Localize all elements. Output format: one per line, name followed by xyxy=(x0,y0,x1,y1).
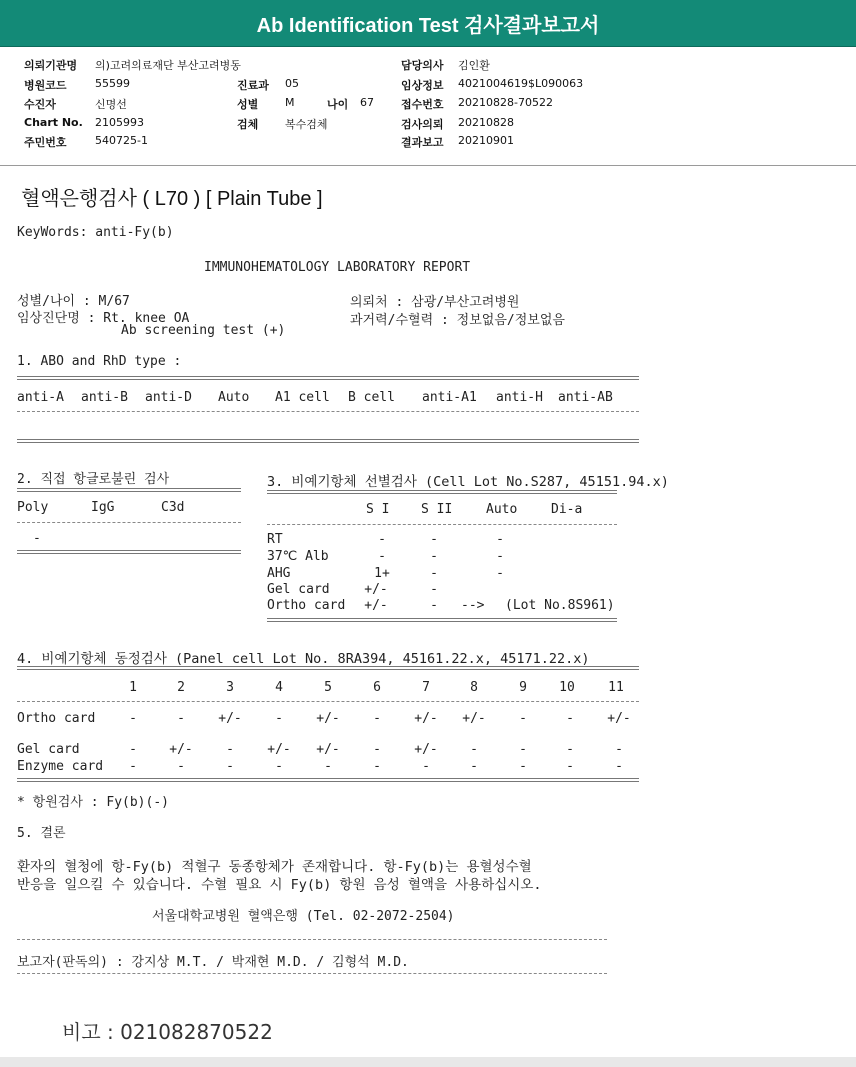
abo-col: anti-H xyxy=(496,390,543,405)
panel-cell: - xyxy=(566,759,574,774)
screen-cell: 1+ xyxy=(374,566,390,581)
panel-col: 9 xyxy=(519,680,527,695)
abo-heading: 1. ABO and RhD type : xyxy=(17,354,182,369)
panel-cell: - xyxy=(226,759,234,774)
receipt-no-label: 접수번호 xyxy=(401,98,444,111)
panel-col: 1 xyxy=(129,680,137,695)
dat-col: Poly xyxy=(17,500,49,515)
screen-cell: - xyxy=(430,566,438,581)
abo-rule-bottom xyxy=(17,439,639,443)
panel-cell: - xyxy=(129,742,137,757)
hospital-code-value: 55599 xyxy=(95,77,130,90)
panel-cell: - xyxy=(373,742,381,757)
panel-cell: - xyxy=(566,711,574,726)
screen-heading: 3. 비예기항체 선별검사 (Cell Lot No.S287, 45151.94.x) xyxy=(267,474,669,490)
dat-col: IgG xyxy=(91,500,115,515)
abo-col: Auto xyxy=(218,390,250,405)
abo-col: anti-A1 xyxy=(422,390,477,405)
screen-row-label: 37℃ Alb xyxy=(267,549,329,564)
screen-cell: - xyxy=(430,582,438,597)
abo-col: A1 cell xyxy=(275,390,330,405)
sex-label: 성별 xyxy=(237,98,259,111)
abo-col: anti-A xyxy=(17,390,64,405)
screen-cell: - xyxy=(496,566,504,581)
section-title: 혈액은행검사 ( L70 ) [ Plain Tube ] xyxy=(21,188,323,210)
screen-row-label: Ortho card xyxy=(267,598,346,613)
clinical-info-value: 4021004619$L090063 xyxy=(458,77,584,90)
abo-rule-mid xyxy=(17,411,639,412)
abo-col: B cell xyxy=(348,390,395,405)
screen-col: Auto xyxy=(486,502,518,517)
resident-no-label: 주민번호 xyxy=(24,136,67,149)
panel-cell: - xyxy=(275,759,283,774)
panel-col: 3 xyxy=(226,680,234,695)
report-title: Ab Identification Test 검사결과보고서 xyxy=(256,15,600,37)
reporters: 보고자(판독의) : 강지상 M.T. / 박재현 M.D. / 김형석 M.D. xyxy=(17,955,409,970)
panel-col: 2 xyxy=(177,680,185,695)
panel-row-label: Enzyme card xyxy=(17,759,104,774)
sex-value: M xyxy=(285,96,295,109)
lab-contact: 서울대학교병원 혈액은행 (Tel. 02-2072-2504) xyxy=(152,909,455,924)
panel-cell: - xyxy=(615,759,623,774)
panel-cell: - xyxy=(615,742,623,757)
abo-rule-top xyxy=(17,376,639,380)
bottom-bar xyxy=(0,1057,856,1067)
panel-cell: - xyxy=(275,711,283,726)
dat-heading: 2. 직접 항글로불린 검사 xyxy=(17,472,170,487)
panel-col: 8 xyxy=(470,680,478,695)
screen-cell: - xyxy=(430,549,438,564)
keywords: KeyWords: anti-Fy(b) xyxy=(17,225,174,240)
panel-cell: - xyxy=(422,759,430,774)
screen-cell: --> xyxy=(461,598,485,613)
hospital-code-label: 병원코드 xyxy=(24,79,67,92)
panel-col: 4 xyxy=(275,680,283,695)
resident-no-value: 540725-1 xyxy=(95,134,148,147)
panel-cell: +/- xyxy=(414,711,438,726)
screen-row-label: RT xyxy=(267,532,283,547)
clinical-info-label: 임상정보 xyxy=(401,79,444,92)
panel-row-label: Gel card xyxy=(17,742,80,757)
abo-col: anti-D xyxy=(145,390,192,405)
hospital-value: 의)고려의료재단 부산고려병동 xyxy=(95,59,241,72)
panel-cell: - xyxy=(226,742,234,757)
screen-col: S I xyxy=(366,502,390,517)
panel-cell: - xyxy=(519,742,527,757)
panel-col: 7 xyxy=(422,680,430,695)
screen-cell: - xyxy=(496,532,504,547)
specimen-label: 검체 xyxy=(237,118,259,131)
dat-col: C3d xyxy=(161,500,185,515)
dat-rule-mid xyxy=(17,522,241,523)
panel-cell: - xyxy=(373,711,381,726)
panel-cell: +/- xyxy=(414,742,438,757)
panel-cell: +/- xyxy=(607,711,631,726)
panel-col: 6 xyxy=(373,680,381,695)
title-bar xyxy=(0,0,856,47)
conclusion-line-1: 환자의 혈청에 항-Fy(b) 적혈구 동종항체가 존재합니다. 항-Fy(b)는 용혈성수혈 xyxy=(17,859,532,875)
panel-col: 11 xyxy=(608,680,624,695)
panel-cell: - xyxy=(324,759,332,774)
screen-row-label: AHG xyxy=(267,566,291,581)
patient-name-label: 수진자 xyxy=(24,98,56,111)
chart-no-label: Chart No. xyxy=(24,116,83,129)
diagnosis-line: 임상진단명 : Rt. knee OA xyxy=(17,311,190,326)
referral-hospital: 의뢰처 : 삼광/부산고려병원 xyxy=(350,295,520,310)
panel-cell: +/- xyxy=(316,711,340,726)
panel-cell: +/- xyxy=(316,742,340,757)
ortho-lot-number: (Lot No.8S961) xyxy=(505,598,615,613)
remarks: 비고 : 021082870522 xyxy=(62,1020,273,1044)
panel-cell: +/- xyxy=(267,742,291,757)
department-label: 진료과 xyxy=(237,79,269,92)
screen-col: S II xyxy=(421,502,453,517)
screen-rule-top xyxy=(267,490,617,494)
panel-cell: - xyxy=(519,759,527,774)
screen-cell: +/- xyxy=(364,582,388,597)
panel-cell: - xyxy=(373,759,381,774)
doctor-label: 담당의사 xyxy=(401,59,444,72)
abo-col: anti-AB xyxy=(558,390,613,405)
panel-cell: +/- xyxy=(169,742,193,757)
panel-col: 5 xyxy=(324,680,332,695)
panel-cell: - xyxy=(470,742,478,757)
panel-cell: - xyxy=(177,711,185,726)
screen-col: Di-a xyxy=(551,502,583,517)
sex-age-line: 성별/나이 : M/67 xyxy=(17,294,130,309)
request-date-value: 20210828 xyxy=(458,116,514,129)
screen-cell: - xyxy=(496,549,504,564)
panel-rule-top xyxy=(17,666,639,670)
abo-col: anti-B xyxy=(81,390,128,405)
screen-cell: - xyxy=(430,598,438,613)
specimen-value: 복수검체 xyxy=(285,118,328,131)
chart-no-value: 2105993 xyxy=(95,116,144,129)
panel-heading: 4. 비예기항체 동정검사 (Panel cell Lot No. 8RA394, 45161.22.x, 45171.22.x) xyxy=(17,651,590,667)
reporter-rule-bottom xyxy=(17,973,607,974)
doctor-value: 김인환 xyxy=(458,59,490,72)
conclusion-heading: 5. 결론 xyxy=(17,826,66,841)
dat-rule-top xyxy=(17,488,241,492)
age-value: 67 xyxy=(360,96,374,109)
department-value: 05 xyxy=(285,77,299,90)
panel-cell: - xyxy=(519,711,527,726)
receipt-no-value: 20210828-70522 xyxy=(458,96,553,109)
report-date-value: 20210901 xyxy=(458,134,514,147)
screen-rule-bottom xyxy=(267,618,617,622)
header-divider xyxy=(0,165,856,166)
history-line: 과거력/수혈력 : 정보없음/정보없음 xyxy=(350,313,565,328)
report-date-label: 결과보고 xyxy=(401,136,444,149)
request-date-label: 검사의뢰 xyxy=(401,118,444,131)
panel-rule-mid xyxy=(17,701,639,702)
panel-cell: - xyxy=(129,711,137,726)
panel-cell: - xyxy=(129,759,137,774)
patient-name-value: 신명선 xyxy=(95,98,127,111)
screen-cell: - xyxy=(430,532,438,547)
reporter-rule-top xyxy=(17,939,607,940)
diagnosis-line-2: Ab screening test (+) xyxy=(121,323,286,338)
screen-cell: - xyxy=(378,532,386,547)
age-label: 나이 xyxy=(327,98,349,111)
panel-cell: - xyxy=(566,742,574,757)
panel-cell: - xyxy=(470,759,478,774)
panel-row-label: Ortho card xyxy=(17,711,96,726)
panel-col: 10 xyxy=(559,680,575,695)
screen-rule-mid xyxy=(267,524,617,525)
lab-report-title: IMMUNOHEMATOLOGY LABORATORY REPORT xyxy=(204,260,471,275)
screen-row-label: Gel card xyxy=(267,582,330,597)
screen-cell: +/- xyxy=(364,598,388,613)
conclusion-line-2: 반응을 일으킬 수 있습니다. 수혈 필요 시 Fy(b) 항원 음성 혈액을 사용하십시오. xyxy=(17,877,542,893)
panel-rule-bottom xyxy=(17,778,639,782)
antigen-test: * 항원검사 : Fy(b)(-) xyxy=(17,795,169,810)
dat-poly-value: - xyxy=(33,531,41,546)
panel-cell: - xyxy=(177,759,185,774)
hospital-label: 의뢰기관명 xyxy=(24,59,78,72)
dat-rule-bottom xyxy=(17,550,241,554)
panel-cell: +/- xyxy=(218,711,242,726)
panel-cell: +/- xyxy=(462,711,486,726)
screen-cell: - xyxy=(378,549,386,564)
